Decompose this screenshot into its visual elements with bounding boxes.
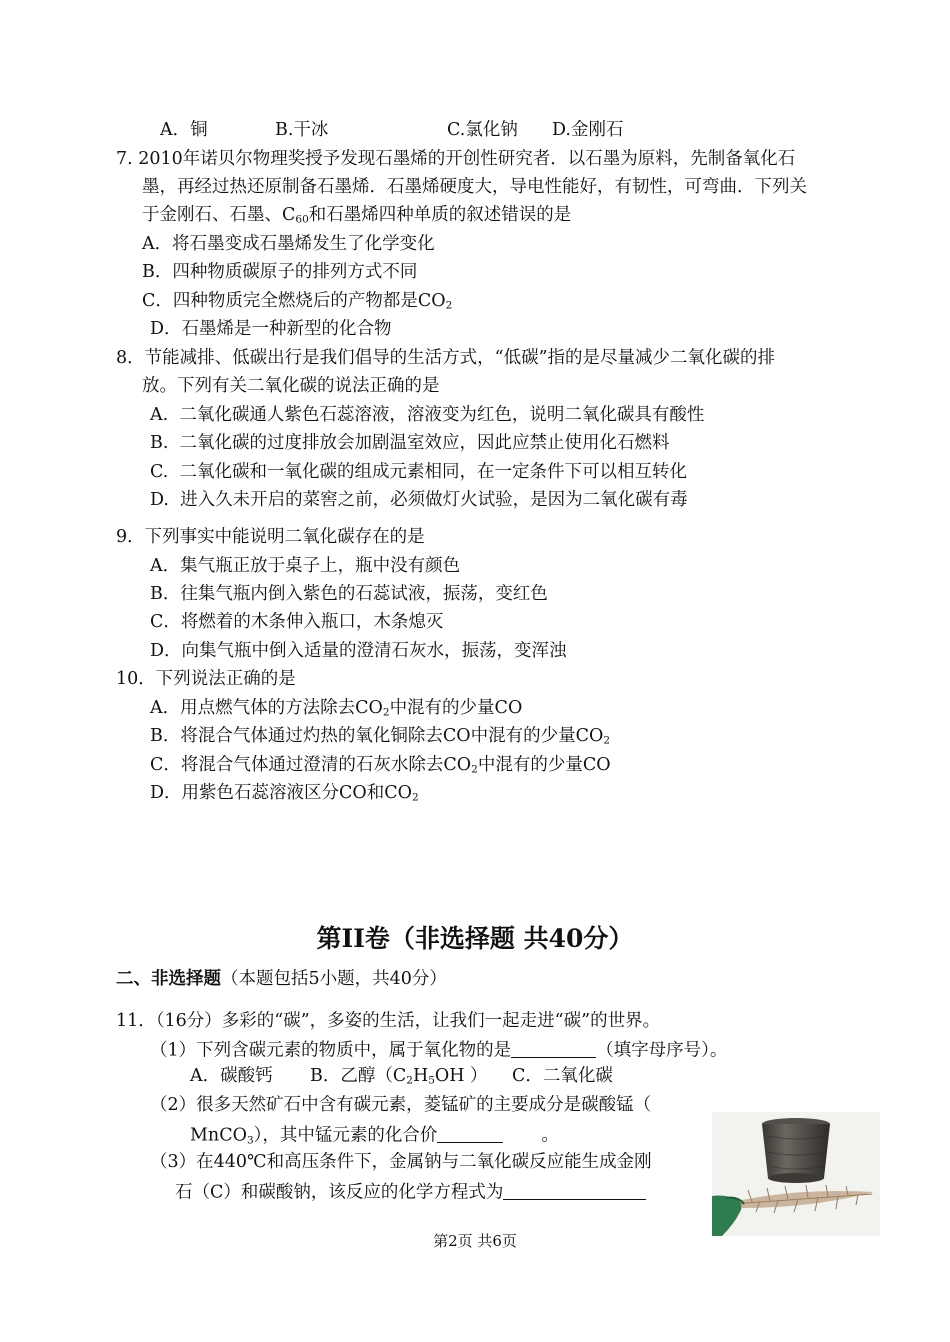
q7-stem-line2: 墨，再经过热还原制备石墨烯．石墨烯硬度大，导电性能好，有韧性，可弯曲．下列关	[142, 177, 807, 197]
q7-option-c: C．四种物质完全燃烧后的产物都是$CO_2$	[142, 291, 453, 312]
q11-sub2-line1: （2）很多天然矿石中含有碳元素，菱锰矿的主要成分是碳酸锰（	[150, 1095, 652, 1115]
q11-sub1: （1）下列含碳元素的物质中，属于氧化物的是 （填字母序号）。	[150, 1038, 727, 1062]
q6-option-b: B.干冰	[275, 120, 329, 140]
q11-sub1-option-a: A．碳酸钙	[190, 1066, 273, 1086]
q11-sub3-line2: 石（C）和碳酸钠，该反应的化学方程式为	[175, 1180, 646, 1204]
q8-option-c: C. 二氧化碳和一氧化碳的组成元素相同，在一定条件下可以相互转化	[150, 462, 687, 482]
q11-sub3-blank[interactable]	[503, 1180, 646, 1200]
q10-option-b: B．将混合气体通过灼热的氧化铜除去CO中混有的少量$CO_2$	[150, 726, 611, 747]
q9-option-a: A．集气瓶正放于桌子上，瓶中没有颜色	[150, 556, 461, 576]
q7-option-b: B．四种物质碳原子的排列方式不同	[142, 262, 418, 282]
q11-sub2-blank[interactable]	[437, 1123, 503, 1143]
diamond-cup-on-bristles-photo	[712, 1112, 880, 1236]
q11-sub1-option-c: C．二氧化碳	[512, 1066, 613, 1086]
q8-option-d: D. 进入久未开启的菜窖之前，必须做灯火试验，是因为二氧化碳有毒	[150, 490, 688, 510]
q10-option-d: D．用紫色石蕊溶液区分CO和$CO_2$	[150, 783, 419, 804]
q6-options	[160, 120, 208, 141]
q11-sub1-blank[interactable]	[511, 1038, 596, 1058]
q11-intro: 11．（16分）多彩的“碳”，多姿的生活，让我们一起走进“碳”的世界。	[116, 1011, 661, 1031]
q8-option-a: A. 二氧化碳通人紫色石蕊溶液，溶液变为红色，说明二氧化碳具有酸性	[150, 405, 705, 425]
q8-stem-line2: 放。下列有关二氧化碳的说法正确的是	[142, 376, 440, 396]
q7-option-a: A．将石墨变成石墨烯发生了化学变化	[142, 234, 435, 254]
q7-stem-line3: 于金刚石、石墨、$C_{60}$和石墨烯四种单质的叙述错误的是	[142, 205, 572, 226]
q6-option-c: C.氯化钠	[447, 120, 518, 140]
q8-option-b: B. 二氧化碳的过度排放会加剧温室效应，因此应禁止使用化石燃料	[150, 433, 670, 453]
q6-option-d: D.金刚石	[552, 120, 624, 140]
q9-option-c: C．将燃着的木条伸入瓶口，木条熄灭	[150, 612, 444, 632]
part-heading	[116, 969, 447, 990]
q9-stem: 9．下列事实中能说明二氧化碳存在的是	[116, 527, 425, 547]
q7-option-d: D．石墨烯是一种新型的化合物	[150, 319, 392, 339]
q11-sub1-option-b: B．乙醇（$C_2H_5OH$ ）	[310, 1066, 488, 1087]
q7-stem-line1: 7. 2010年诺贝尔物理奖授予发现石墨烯的开创性研究者．以石墨为原料，先制备氧化石	[116, 149, 796, 169]
q11-sub2-line2: MnCO$_3$），其中锰元素的化合价 。	[190, 1123, 559, 1147]
q10-option-a: A．用点燃气体的方法除去$CO_2$中混有的少量CO	[150, 698, 523, 719]
q11-sub3-line1: （3）在440℃和高压条件下，金属钠与二氧化碳反应能生成金刚	[150, 1152, 652, 1172]
q8-stem-line1: 8．节能减排、低碳出行是我们倡导的生活方式，“低碳”指的是尽量减少二氧化碳的排	[116, 348, 776, 368]
part-note: （本题包括5小题，共40分）	[221, 969, 447, 989]
q9-option-b: B．往集气瓶内倒入紫色的石蕊试液，振荡，变红色	[150, 584, 548, 604]
part-label: 二、非选择题	[116, 969, 221, 989]
page-footer: 第2页 共6页	[433, 1232, 517, 1250]
q6-option-a: A．铜	[160, 120, 208, 140]
q9-option-d: D．向集气瓶中倒入适量的澄清石灰水，振荡，变浑浊	[150, 641, 567, 661]
section-title: 第II卷（非选择题 共40分）	[316, 924, 634, 953]
q10-stem: 10．下列说法正确的是	[116, 669, 296, 689]
q10-option-c: C．将混合气体通过澄清的石灰水除去$CO_2$中混有的少量CO	[150, 755, 611, 776]
